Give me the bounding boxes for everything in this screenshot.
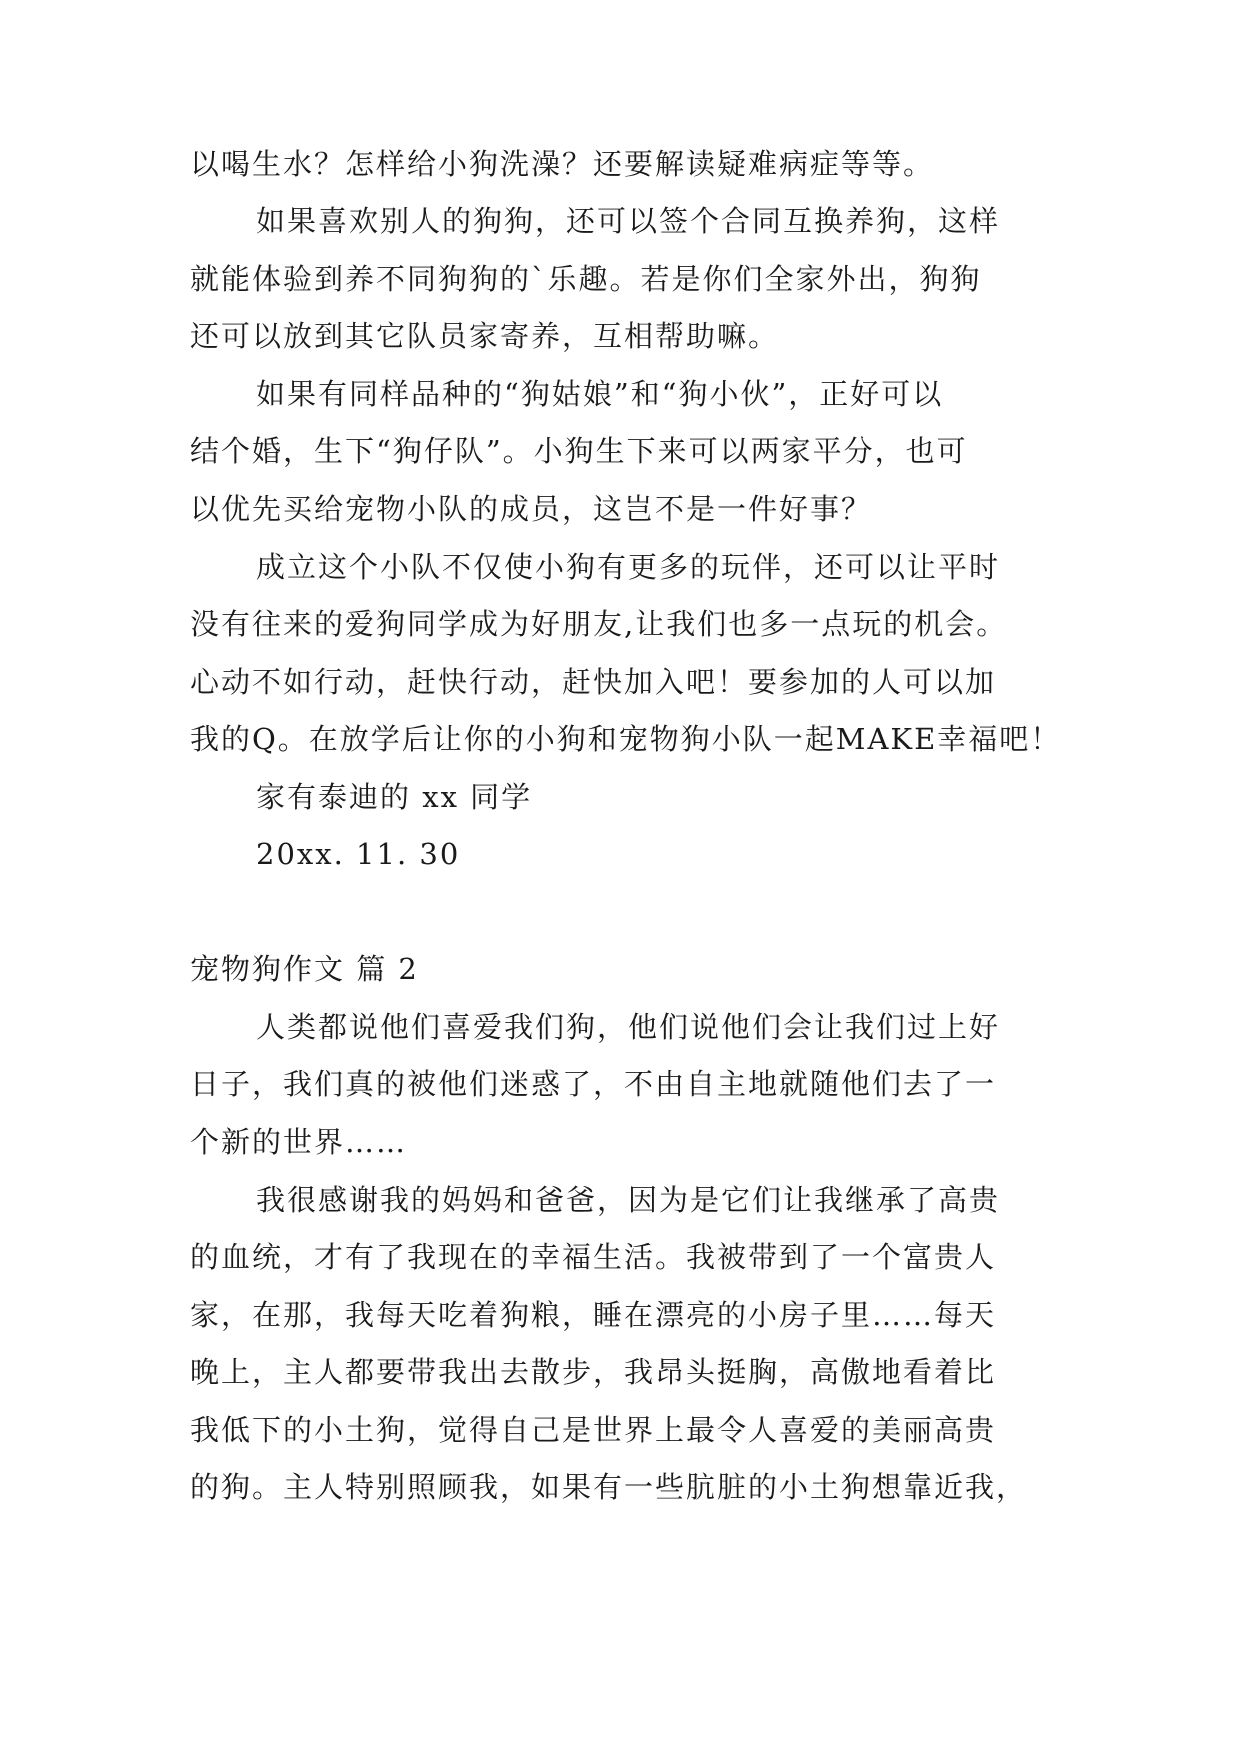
paragraph-start-line: 我很感谢我的妈妈和爸爸，因为是它们让我继承了高贵 bbox=[256, 1183, 1001, 1217]
text-line: 还可以放到其它队员家寄养，互相帮助嘛。 bbox=[190, 319, 780, 353]
paragraph-start-line: 人类都说他们喜爱我们狗，他们说他们会让我们过上好 bbox=[256, 1010, 1001, 1044]
text-line: 日子，我们真的被他们迷惑了，不由自主地就随他们去了一 bbox=[190, 1067, 997, 1101]
text-line: 以优先买给宠物小队的成员，这岂不是一件好事？ bbox=[190, 492, 873, 526]
text-line: 个新的世界…… bbox=[190, 1125, 408, 1159]
paragraph-start-line: 如果喜欢别人的狗狗，还可以签个合同互换养狗，这样 bbox=[256, 204, 1001, 238]
date: 20xx. 11. 30 bbox=[256, 837, 461, 871]
text-line: 结个婚，生下“狗仔队”。小狗生下来可以两家平分，也可 bbox=[190, 434, 968, 468]
text-line: 的狗。主人特别照顾我，如果有一些肮脏的小土狗想靠近我， bbox=[190, 1470, 1028, 1504]
text-line: 心动不如行动，赶快行动，赶快加入吧！要参加的人可以加 bbox=[190, 665, 997, 699]
text-line: 没有往来的爱狗同学成为好朋友,让我们也多一点玩的机会。 bbox=[190, 607, 1008, 641]
paragraph-start-line: 如果有同样品种的“狗姑娘”和“狗小伙”，正好可以 bbox=[256, 377, 944, 411]
text-line: 晚上，主人都要带我出去散步，我昂头挺胸，高傲地看着比 bbox=[190, 1355, 997, 1389]
text-line: 就能体验到养不同狗狗的`乐趣。若是你们全家外出，狗狗 bbox=[190, 262, 982, 296]
signature: 家有泰迪的 xx 同学 bbox=[256, 780, 533, 814]
text-line: 家，在那，我每天吃着狗粮，睡在漂亮的小房子里……每天 bbox=[190, 1298, 997, 1332]
text-line: 我的Q。在放学后让你的小狗和宠物狗小队一起MAKE幸福吧！ bbox=[190, 722, 1062, 756]
text-line: 我低下的小土狗，觉得自己是世界上最令人喜爱的美丽高贵 bbox=[190, 1413, 997, 1447]
section-heading: 宠物狗作文 篇 2 bbox=[190, 952, 419, 986]
text-line: 的血统，才有了我现在的幸福生活。我被带到了一个富贵人 bbox=[190, 1240, 997, 1274]
paragraph-start-line: 成立这个小队不仅使小狗有更多的玩伴，还可以让平时 bbox=[256, 550, 1001, 584]
text-line: 以喝生水？怎样给小狗洗澡？还要解读疑难病症等等。 bbox=[190, 147, 935, 181]
